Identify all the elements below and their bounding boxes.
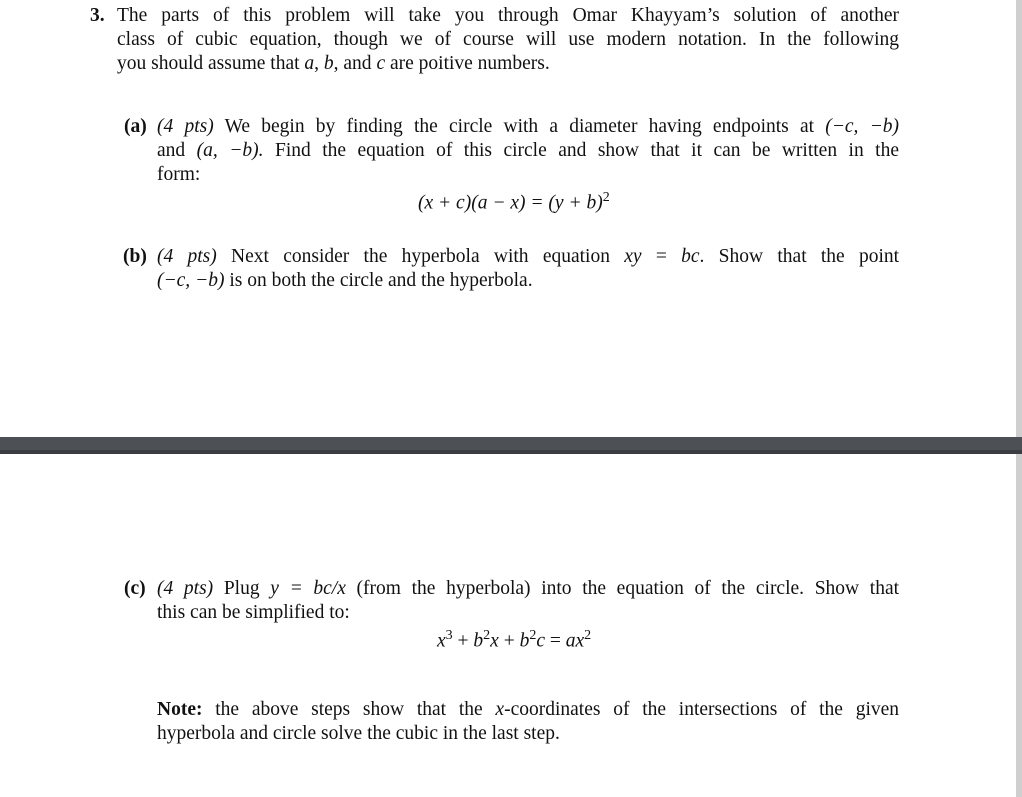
page-2 (0, 454, 1016, 797)
eq-operator: + (452, 630, 474, 652)
page-edge (1016, 0, 1022, 437)
eq-term: c (536, 630, 545, 652)
intro-text: are poitive numbers. (385, 53, 550, 74)
note-label: Note: (157, 699, 203, 720)
part-a-line-1 (157, 115, 899, 139)
point-neg-c-neg-b: (−c, −b) (157, 270, 225, 291)
eq-operator: + (498, 630, 520, 652)
var-b: b (323, 53, 334, 74)
intro-line-1: The parts of this problem will take you through Omar Khayyam’s solution of another (117, 5, 899, 26)
part-c-label: (c) (124, 578, 146, 599)
point-a-neg-b: (a, −b). (196, 140, 264, 161)
part-b-points: (4 pts) (157, 246, 217, 267)
intro-sep: , and (333, 53, 377, 74)
eq-term: x (437, 630, 446, 652)
eq-term: b (519, 630, 530, 652)
note-line-1 (157, 698, 899, 722)
note-line-2: hyperbola and circle solve the cubic in the last step. (157, 723, 560, 744)
problem-number: 3. (90, 5, 105, 26)
part-b-label: (b) (123, 246, 147, 267)
var-a: a (304, 53, 315, 74)
eq-operator: = (544, 630, 566, 652)
intro-text: you should assume that (117, 53, 305, 74)
point-neg-c-neg-b: (−c, −b) (825, 116, 900, 137)
circle-equation-exponent: 2 (602, 190, 610, 205)
part-b-line-2 (157, 269, 899, 293)
part-a-body (157, 115, 899, 187)
note-text: the above steps show that the (215, 699, 483, 720)
eq-exponent: 3 (445, 628, 453, 643)
eq-term: ax (565, 630, 585, 652)
part-b-text: is on both the circle and the hyperbola. (229, 270, 533, 291)
circle-equation-text: (x + c)(a − x) = (y + b) (418, 192, 603, 214)
part-a-text: We begin by finding the circle with a diameter having endpoints at (224, 116, 815, 137)
part-a-line-3: form: (157, 164, 201, 185)
circle-equation (418, 186, 610, 216)
part-b-text: . Show that the point (699, 246, 900, 267)
part-a-text: Find the equation of this circle and show that it can be written in the (274, 140, 900, 161)
part-c-body (157, 577, 899, 625)
note-text: -coordinates of the intersections of the given (504, 699, 900, 720)
eq-exponent: 2 (483, 628, 491, 643)
part-a-text: and (157, 140, 186, 161)
part-b-text: Next consider the hyperbola with equation (231, 246, 610, 267)
intro-line-3 (117, 52, 899, 76)
eq-term: b (473, 630, 484, 652)
part-c-line-1 (157, 577, 899, 601)
problem-intro (117, 4, 899, 76)
substitution-equation: y = bc/x (270, 578, 346, 599)
part-c-text: Plug (223, 578, 260, 599)
eq-exponent: 2 (529, 628, 537, 643)
cubic-equation (437, 624, 591, 654)
eq-term: x (490, 630, 499, 652)
hyperbola-equals: = (655, 246, 667, 267)
part-c-points: (4 pts) (157, 578, 214, 599)
intro-sep: , (314, 53, 324, 74)
part-c-line-2: this can be simplified to: (157, 602, 350, 623)
hyperbola-lhs: xy (624, 246, 642, 267)
part-a-label: (a) (124, 116, 147, 137)
part-c-text: (from the hyperbola) into the equation of the circle. Show that (356, 578, 900, 599)
part-b-body (157, 245, 899, 293)
note-block (157, 698, 899, 746)
page-edge (1016, 454, 1022, 797)
var-x: x (495, 699, 505, 720)
page-gap (0, 437, 1022, 454)
part-a-points: (4 pts) (157, 116, 214, 137)
part-b-line-1 (157, 245, 899, 269)
var-c: c (376, 53, 386, 74)
hyperbola-rhs: bc (681, 246, 700, 267)
eq-exponent: 2 (584, 628, 592, 643)
intro-line-2: class of cubic equation, though we of course will use modern notation. In the following (117, 29, 899, 50)
part-a-line-2 (157, 139, 899, 163)
